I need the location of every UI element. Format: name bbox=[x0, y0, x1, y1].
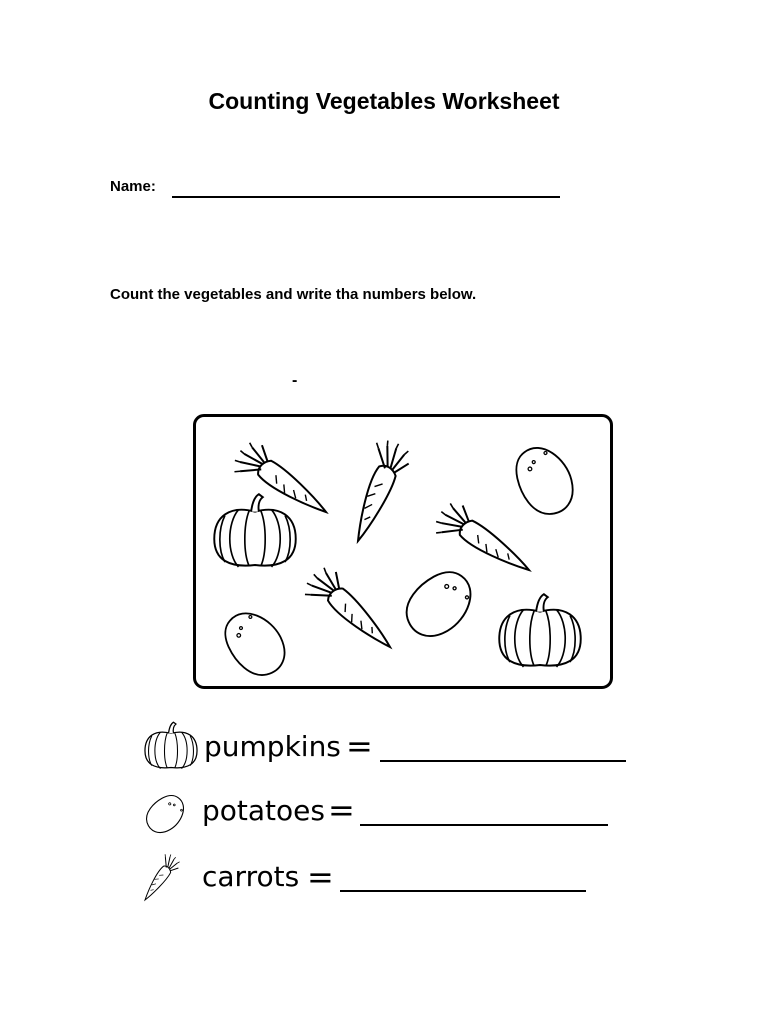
pumpkins-label: pumpkins bbox=[204, 730, 341, 763]
potatoes-answer-line[interactable] bbox=[360, 824, 608, 826]
pumpkin-icon bbox=[0, 720, 768, 780]
carrots-answer-line[interactable] bbox=[340, 890, 586, 892]
potato-icon bbox=[395, 563, 483, 646]
carrot-icon bbox=[0, 852, 768, 912]
pumpkin-icon bbox=[214, 494, 295, 567]
answer-row-potatoes bbox=[0, 786, 768, 846]
carrots-label: carrots bbox=[202, 860, 300, 893]
instruction-text: Count the vegetables and write tha numbers below. bbox=[110, 286, 477, 303]
potato-icon bbox=[0, 786, 768, 846]
pumpkins-equals: = bbox=[346, 727, 373, 765]
answer-row-carrots bbox=[0, 852, 768, 912]
pumpkin-icon bbox=[499, 594, 580, 667]
carrot-icon bbox=[333, 435, 415, 546]
stray-dash-mark: - bbox=[292, 372, 298, 389]
worksheet-title: Counting Vegetables Worksheet bbox=[208, 88, 560, 114]
pumpkins-answer-line[interactable] bbox=[380, 760, 626, 762]
carrots-equals: = bbox=[307, 858, 334, 896]
potato-icon bbox=[217, 602, 293, 685]
answer-row-pumpkins bbox=[0, 720, 768, 780]
potato-icon bbox=[510, 440, 579, 520]
name-label: Name: bbox=[110, 178, 156, 195]
potatoes-equals: = bbox=[328, 791, 355, 829]
carrot-icon bbox=[299, 562, 397, 665]
potatoes-label: potatoes bbox=[202, 794, 325, 827]
